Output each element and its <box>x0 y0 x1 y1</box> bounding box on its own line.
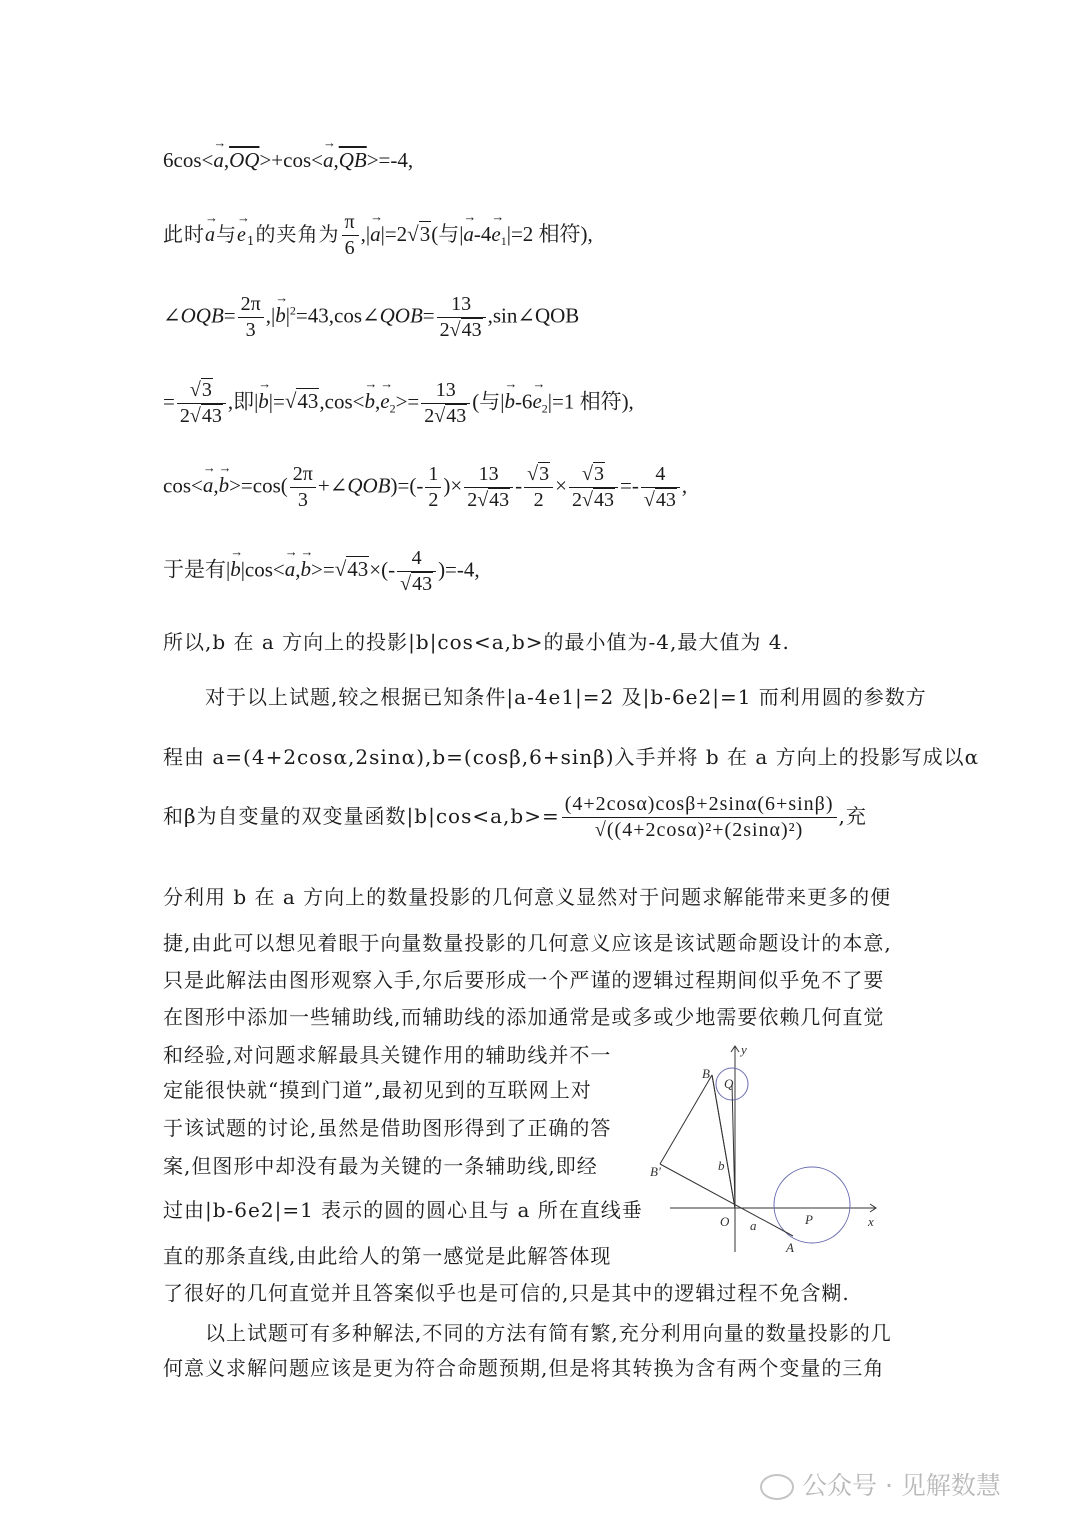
para2-line10: 直的那条直线,由此给人的第一感觉是此解答体现 <box>163 1244 612 1268</box>
label-vec-b: b <box>718 1158 725 1173</box>
para2-line3: 只是此解法由图形观察入手,尔后要形成一个严谨的逻辑过程期间似乎免不了要 <box>163 968 885 992</box>
line-7: 所以,b 在 a 方向上的投影|b|cos<a,b>的最小值为-4,最大值为 4. <box>163 630 790 654</box>
line-6: 于是有|b →|cos<a →,b →>=√43×(- $\frac{4}{√43}$ )=-4, <box>163 546 480 597</box>
label-o: O <box>720 1214 730 1229</box>
para1-line1: 对于以上试题,较之根据已知条件|a-4e1|=2 及|b-6e2|=1 而利用圆的参数方 <box>205 685 927 709</box>
label-vec-a: a <box>750 1218 757 1233</box>
para2-line5: 和经验,对问题求解最具关键作用的辅助线并不一 <box>163 1043 612 1067</box>
label-bprime: B' <box>650 1164 661 1179</box>
line-2: 此时a →与$e \to_1$的夹角为 $\frac{\pi}{6}$ ,|a →|=2√3(与$|a \to-4e \to_1|=2$ 相符), <box>163 210 593 261</box>
label-y: y <box>741 1042 747 1057</box>
para1-line3: 和β为自变量的双变量函数|b|cos<a,b>= $\frac{(4+2\cos\alpha)\cos\beta+2\sin\alpha(6+\sin\beta)}{\text{√((4+2cosα)²+(2sinα)²)}}$ ,充 <box>163 793 867 841</box>
para2-line9: 过由|b-6e2|=1 表示的圆的圆心且与 a 所在直线垂 <box>163 1198 643 1222</box>
line-5: cos<a →,b →>=cos( $\frac{2\pi}{3}$ +∠QOB)=(- $\frac{1}{2}$ )× $\frac{13}{2√43}$ - $\frac{√3}{2}$ × $\frac{√3}{2√43}$ =- $\frac{4}{√43}$ , <box>163 462 687 513</box>
line-bbprime <box>660 1075 712 1164</box>
line-3: ∠OQB= $\frac{2\pi}{3}$ $,|b \to|^2=43,\cos\angle QOB=$ $\frac{13}{2√43}$ ,sin∠QOB <box>163 292 579 343</box>
para2-line4: 在图形中添加一些辅助线,而辅助线的添加通常是或多或少地需要依赖几何直觉 <box>163 1005 885 1029</box>
geometry-figure <box>640 1040 890 1260</box>
label-p: P <box>805 1212 813 1227</box>
para2-line11: 了很好的几何直觉并且答案似乎也是可信的,只是其中的逻辑过程不免含糊. <box>163 1281 850 1305</box>
line-4: = $\frac{√3}{2√43}$ ,即$|b \to|=√43,\cos<b \to,e \to_2>=$ $\frac{13}{2√43}$ (与$|b \to-6e \to_2|=1$ 相符), <box>163 378 634 429</box>
para1-line2: 程由 a=(4+2cosα,2sinα),b=(cosβ,6+sinβ)入手并将 b 在 a 方向上的投影写成以α <box>163 745 980 769</box>
label-a: A <box>786 1240 794 1255</box>
para3-line2: 何意义求解问题应该是更为符合命题预期,但是将其转换为含有两个变量的三角 <box>163 1356 885 1380</box>
line-bq <box>712 1075 735 1208</box>
label-b: B <box>702 1066 710 1081</box>
para2-line6: 定能很快就“摸到门道”,最初见到的互联网上对 <box>163 1078 592 1102</box>
para2-line7: 于该试题的讨论,虽然是借助图形得到了正确的答 <box>163 1116 612 1140</box>
watermark: 公众号 · 见解数慧 <box>760 1466 1001 1502</box>
para3-line1: 以上试题可有多种解法,不同的方法有简有繁,充分利用向量的数量投影的几 <box>205 1321 892 1345</box>
para2-line8: 案,但图形中却没有最为关键的一条辅助线,即经 <box>163 1154 598 1178</box>
wechat-icon <box>760 1474 794 1500</box>
para2-line1: 分利用 b 在 a 方向上的数量投影的几何意义显然对于问题求解能带来更多的便 <box>163 885 892 909</box>
label-x: x <box>868 1214 874 1229</box>
line-1: $6\cos<a \to,\overline{OQ}>+\cos<a \to,\overline{QB}>=-4$, <box>163 150 413 171</box>
para2-line2: 捷,由此可以想见着眼于向量数量投影的几何意义应该是该试题命题设计的本意, <box>163 931 892 955</box>
label-q: Q <box>724 1076 734 1091</box>
